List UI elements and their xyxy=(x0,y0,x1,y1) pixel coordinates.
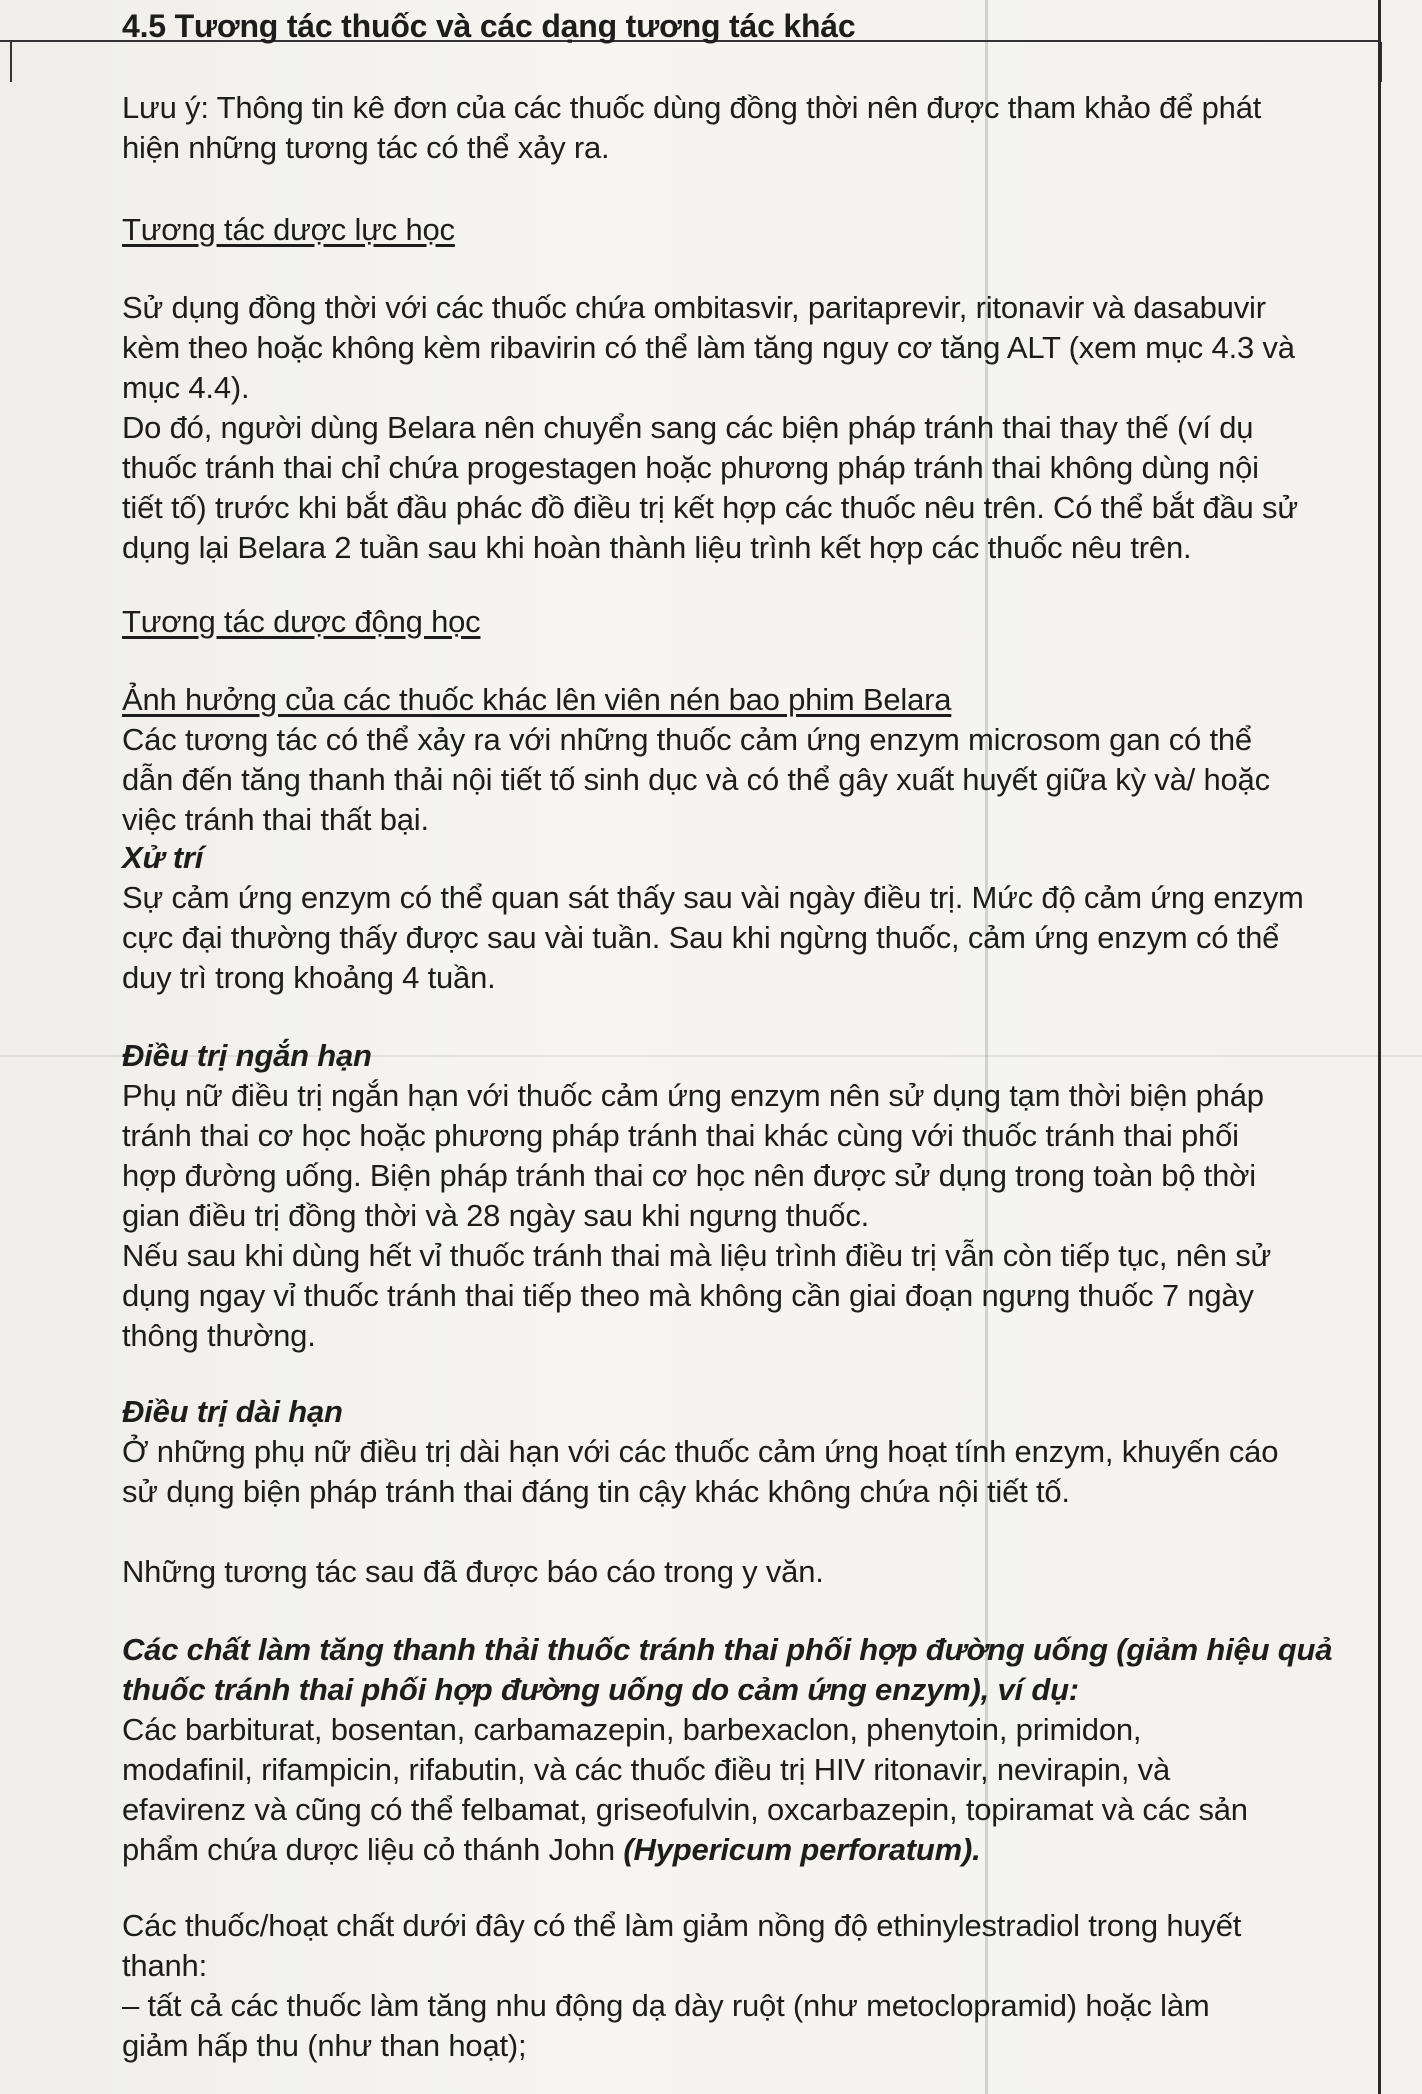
pd-line: dụng lại Belara 2 tuần sau khi hoàn thành liệu trình kết hợp các thuốc nêu trên. xyxy=(122,530,1192,565)
pk-line: dẫn đến tăng thanh thải nội tiết tố sinh dục và có thể gây xuất huyết giữa kỳ và/ hoặc xyxy=(122,762,1270,797)
clearance-heading: Các chất làm tăng thanh thải thuốc tránh thai phối hợp đường uống (giảm hiệu quả xyxy=(122,1632,1333,1667)
pk-subheading: Ảnh hưởng của các thuốc khác lên viên nén bao phim Belara xyxy=(122,682,952,717)
pk-line: việc tránh thai thất bại. xyxy=(122,802,429,837)
reduction-line: Các thuốc/hoạt chất dưới đây có thể làm giảm nồng độ ethinylestradiol trong huyết xyxy=(122,1908,1242,1943)
pd-line: kèm theo hoặc không kèm ribavirin có thể làm tăng nguy cơ tăng ALT (xem mục 4.3 và xyxy=(122,330,1295,365)
pd-line: tiết tố) trước khi bắt đầu phác đồ điều trị kết hợp các thuốc nêu trên. Có thể bắt đầu sử xyxy=(122,490,1298,525)
clearance-line: Các barbiturat, bosentan, carbamazepin, barbexaclon, phenytoin, primidon, xyxy=(122,1712,1142,1747)
pd-line: Do đó, người dùng Belara nên chuyển sang các biện pháp tránh thai thay thế (ví dụ xyxy=(122,410,1254,445)
reduction-line: giảm hấp thu (như than hoạt); xyxy=(122,2028,527,2063)
short-term-line: Phụ nữ điều trị ngắn hạn với thuốc cảm ứng enzym nên sử dụng tạm thời biện pháp xyxy=(122,1078,1264,1113)
reduction-line: – tất cả các thuốc làm tăng nhu động dạ dày ruột (như metoclopramid) hoặc làm xyxy=(122,1988,1210,2023)
clearance-line xyxy=(122,1830,981,1870)
management-line: Sự cảm ứng enzym có thể quan sát thấy sau vài ngày điều trị. Mức độ cảm ứng enzym xyxy=(122,880,1304,915)
note-line: Lưu ý: Thông tin kê đơn của các thuốc dùng đồng thời nên được tham khảo để phát xyxy=(122,90,1262,125)
management-heading: Xử trí xyxy=(122,840,204,875)
short-term-line: Nếu sau khi dùng hết vỉ thuốc tránh thai mà liệu trình điều trị vẫn còn tiếp tục, nên sử xyxy=(122,1238,1272,1273)
section-title: 4.5 Tương tác thuốc và các dạng tương tác khác xyxy=(122,8,856,44)
reduction-line: thanh: xyxy=(122,1948,207,1983)
clearance-heading: thuốc tránh thai phối hợp đường uống do cảm ứng enzym), ví dụ: xyxy=(122,1672,1079,1707)
pd-line: mục 4.4). xyxy=(122,370,250,405)
literature-note: Những tương tác sau đã được báo cáo trong y văn. xyxy=(122,1554,824,1589)
pd-line: Sử dụng đồng thời với các thuốc chứa ombitasvir, paritaprevir, ritonavir và dasabuvir xyxy=(122,290,1266,325)
pharmacodynamic-heading: Tương tác dược lực học xyxy=(122,212,455,247)
clearance-line: modafinil, rifampicin, rifabutin, và các thuốc điều trị HIV ritonavir, nevirapin, và xyxy=(122,1752,1171,1787)
short-term-line: gian điều trị đồng thời và 28 ngày sau khi ngưng thuốc. xyxy=(122,1198,870,1233)
pd-line: thuốc tránh thai chỉ chứa progestagen hoặc phương pháp tránh thai không dùng nội xyxy=(122,450,1259,485)
pharmacokinetic-heading: Tương tác dược động học xyxy=(122,604,481,639)
management-line: cực đại thường thấy được sau vài tuần. Sau khi ngừng thuốc, cảm ứng enzym có thể xyxy=(122,920,1280,955)
long-term-line: Ở những phụ nữ điều trị dài hạn với các thuốc cảm ứng hoạt tính enzym, khuyến cáo xyxy=(122,1434,1279,1469)
management-line: duy trì trong khoảng 4 tuần. xyxy=(122,960,496,995)
page-edge xyxy=(1378,0,1381,2094)
section-frame xyxy=(10,42,1382,82)
long-term-heading: Điều trị dài hạn xyxy=(122,1394,343,1429)
short-term-line: dụng ngay vỉ thuốc tránh thai tiếp theo mà không cần giai đoạn ngưng thuốc 7 ngày xyxy=(122,1278,1254,1313)
latin-name: (Hypericum perforatum). xyxy=(623,1832,981,1867)
note-line: hiện những tương tác có thể xảy ra. xyxy=(122,130,610,165)
clearance-text: phẩm chứa dược liệu cỏ thánh John xyxy=(122,1832,615,1867)
short-term-line: tránh thai cơ học hoặc phương pháp tránh thai khác cùng với thuốc tránh thai phối xyxy=(122,1118,1239,1153)
pk-line: Các tương tác có thể xảy ra với những thuốc cảm ứng enzym microsom gan có thể xyxy=(122,722,1252,757)
short-term-heading: Điều trị ngắn hạn xyxy=(122,1038,372,1073)
short-term-line: hợp đường uống. Biện pháp tránh thai cơ học nên được sử dụng trong toàn bộ thời xyxy=(122,1158,1256,1193)
short-term-line: thông thường. xyxy=(122,1318,316,1353)
long-term-line: sử dụng biện pháp tránh thai đáng tin cậy khác không chứa nội tiết tố. xyxy=(122,1474,1070,1509)
clearance-line: efavirenz và cũng có thể felbamat, griseofulvin, oxcarbazepin, topiramat và các sản xyxy=(122,1792,1248,1827)
